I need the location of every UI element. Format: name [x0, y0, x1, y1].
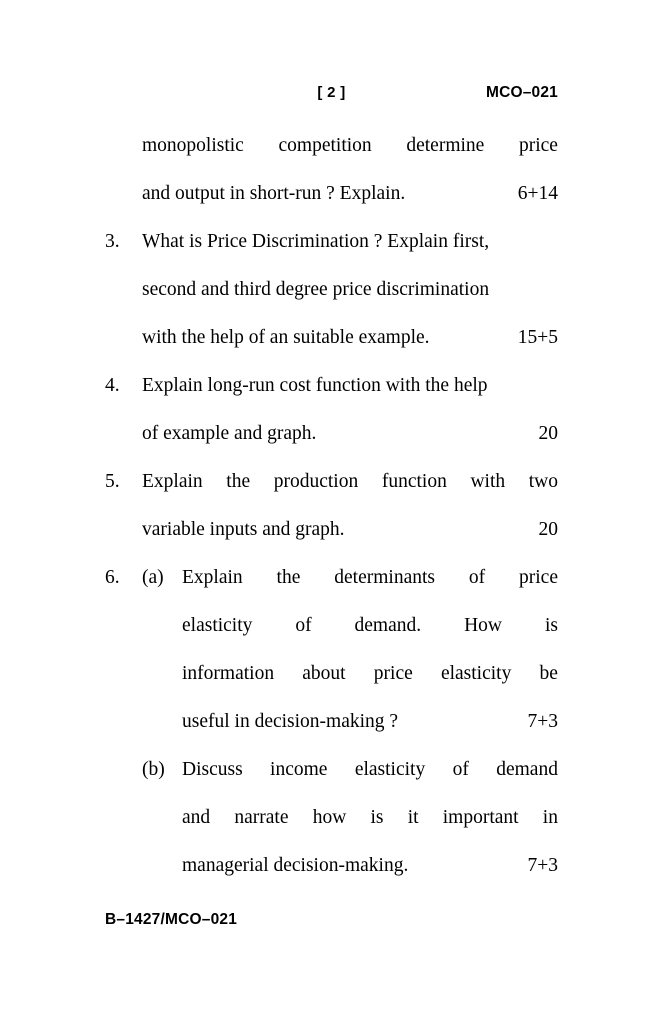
subpart-body	[182, 746, 558, 890]
text-line	[182, 746, 558, 794]
line-word: price	[519, 567, 558, 588]
line-word: competition	[278, 135, 372, 156]
question-item	[105, 458, 558, 554]
line-word: price	[373, 663, 413, 684]
marks-value: 7+3	[527, 855, 558, 876]
line-word: about	[302, 663, 346, 684]
line-word: and	[182, 807, 211, 828]
continued-paragraph-body	[142, 122, 558, 218]
question-item	[105, 218, 558, 362]
question-subpart	[142, 554, 558, 746]
line-word: function	[381, 471, 447, 492]
marks-value: 20	[538, 423, 558, 444]
text-line	[142, 170, 558, 218]
question-body	[142, 218, 558, 362]
text-line: second and third degree price discrimination	[142, 279, 490, 300]
line-word: Explain	[142, 471, 203, 492]
question-item	[105, 554, 558, 890]
text-line: Explain long-run cost function with the help	[142, 375, 488, 396]
line-text: with the help of an suitable example.	[142, 327, 430, 348]
line-word: production	[273, 471, 359, 492]
line-text: of example and graph.	[142, 423, 317, 444]
text-line	[182, 698, 558, 746]
text-line	[142, 410, 558, 458]
page-number: [ 2 ]	[317, 84, 346, 101]
line-word: the	[276, 567, 301, 588]
line-word: elasticity	[354, 759, 426, 780]
line-text: managerial decision-making.	[182, 855, 409, 876]
text-line	[142, 458, 558, 506]
line-word: elasticity	[440, 663, 512, 684]
line-word: of	[295, 615, 312, 636]
line-word: of	[452, 759, 469, 780]
question-number: 4.	[105, 375, 120, 396]
line-word: information	[182, 663, 275, 684]
paper-code: MCO–021	[485, 84, 558, 101]
footer-code: B–1427/MCO–021	[105, 911, 238, 928]
line-word: price	[518, 135, 558, 156]
line-word: determinants	[334, 567, 435, 588]
line-word: of	[468, 567, 486, 588]
line-text: useful in decision-making ?	[182, 711, 399, 732]
text-line	[182, 602, 558, 650]
line-word: How	[464, 615, 502, 636]
line-word: elasticity	[182, 615, 253, 636]
line-word: income	[270, 759, 328, 780]
continued-paragraph	[105, 122, 558, 218]
line-word: narrate	[234, 807, 289, 828]
questions-container	[105, 218, 558, 890]
question-number: 5.	[105, 471, 120, 492]
text-line	[142, 506, 558, 554]
text-line	[142, 314, 558, 362]
line-word: important	[442, 807, 519, 828]
line-text: variable inputs and graph.	[142, 519, 345, 540]
line-word: the	[226, 471, 251, 492]
question-item	[105, 362, 558, 458]
subpart-body	[182, 554, 558, 746]
marks-value: 7+3	[527, 711, 558, 732]
question-body	[142, 362, 558, 458]
text-line	[182, 554, 558, 602]
question-number: 6.	[105, 567, 120, 588]
question-body	[142, 554, 558, 890]
line-word: is	[370, 807, 384, 828]
question-number: 3.	[105, 231, 120, 252]
marks-value: 6+14	[517, 183, 558, 204]
line-text: and output in short-run ? Explain.	[142, 183, 406, 204]
line-word: monopolistic	[142, 135, 244, 156]
line-word: is	[544, 615, 558, 636]
question-body	[142, 458, 558, 554]
line-word: Discuss	[182, 759, 243, 780]
line-word: it	[407, 807, 419, 828]
marks-value: 15+5	[517, 327, 558, 348]
line-word: determine	[406, 135, 485, 156]
text-line	[142, 122, 558, 170]
page-header	[105, 84, 558, 106]
line-word: demand.	[354, 615, 422, 636]
line-word: in	[542, 807, 558, 828]
text-line: What is Price Discrimination ? Explain first,	[142, 231, 490, 252]
text-line	[182, 794, 558, 842]
text-line	[182, 650, 558, 698]
question-subpart	[142, 746, 558, 890]
text-line	[182, 842, 558, 890]
subpart-label: (a)	[142, 567, 164, 588]
line-word: be	[539, 663, 558, 684]
line-word: demand	[496, 759, 558, 780]
line-word: how	[312, 807, 347, 828]
line-word: with	[470, 471, 506, 492]
marks-value: 20	[538, 519, 558, 540]
line-word: Explain	[182, 567, 243, 588]
subpart-label: (b)	[142, 759, 165, 780]
question-list	[105, 122, 558, 890]
line-word: two	[528, 471, 558, 492]
